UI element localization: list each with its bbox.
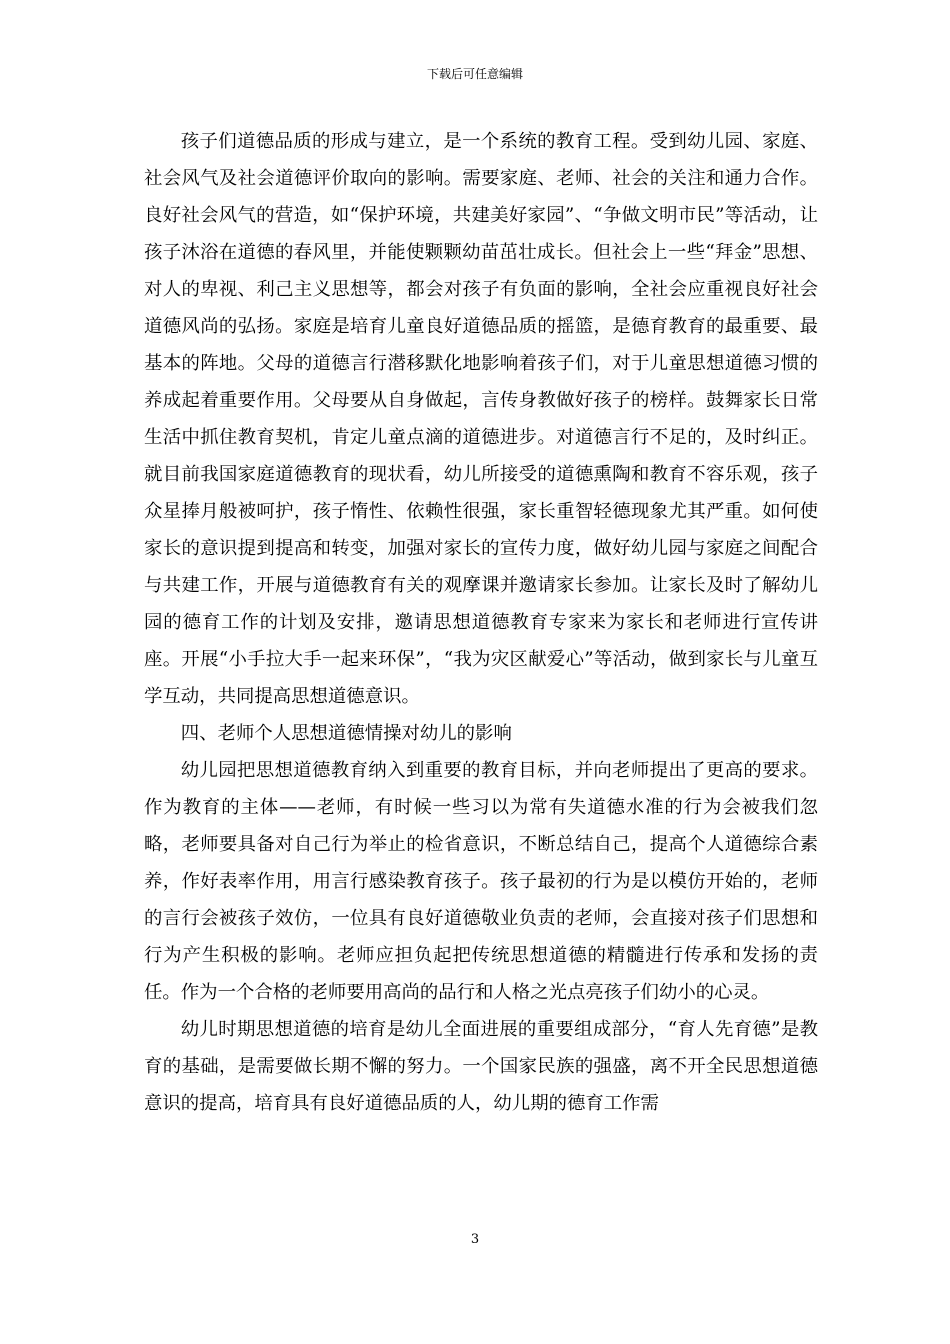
page-header: 下载后可任意编辑 [426, 67, 523, 81]
page-number: 3 [470, 1232, 480, 1247]
document-body [144, 123, 818, 1122]
paragraph-teacher-role: 幼儿园把思想道德教育纳入到重要的教育目标，并向老师提出了更高的要求。作为教育的主体——老师，有时候一些习以为常有失道德水准的行为会被我们忽略，老师要具备对自己行为举止的检省意识，不断总结自己，提高个人道德综合素养，作好表率作用，用言行感染教育孩子。孩子最初的行为是以模仿开始的，老师的言行会被孩子效仿，一位具有良好道德敬业负责的老师，会直接对孩子们思想和行为产生积极的影响。老师应担负起把传统思想道德的精髓进行传承和发扬的责任。作为一个合格的老师要用高尚的品行和人格之光点亮孩子们幼小的心灵。 [144, 760, 818, 1003]
paragraph-family-society-influence: 孩子们道德品质的形成与建立，是一个系统的教育工程。受到幼儿园、家庭、社会风气及社会道德评价取向的影响。需要家庭、老师、社会的关注和通力合作。良好社会风气的营造，如“保护环境，共建美好家园”、“争做文明市民”等活动，让孩子沐浴在道德的春风里，并能使颗颗幼苗茁壮成长。但社会上一些“拜金”思想、对人的卑视、利己主义思想等，都会对孩子有负面的影响，全社会应重视良好社会道德风尚的弘扬。家庭是培育儿童良好道德品质的摇篮，是德育教育的最重要、最基本的阵地。父母的道德言行潜移默化地影响着孩子们，对于儿童思想道德习惯的养成起着重要作用。父母要从自身做起，言传身教做好孩子的榜样。鼓舞家长日常生活中抓住教育契机，肯定儿童点滴的道德进步。对道德言行不足的，及时纠正。就目前我国家庭道德教育的现状看，幼儿所接受的道德熏陶和教育不容乐观，孩子众星捧月般被呵护，孩子惰性、依赖性很强，家长重智轻德现象尤其严重。如何使家长的意识提到提高和转变，加强对家长的宣传力度，做好幼儿园与家庭之间配合与共建工作，开展与道德教育有关的观摩课并邀请家长参加。让家长及时了解幼儿园的德育工作的计划及安排，邀请思想道德教育专家来为家长和老师进行宣传讲座。开展“小手拉大手一起来环保”，“我为灾区献爱心”等活动，做到家长与儿童互学互动，共同提高思想道德意识。 [144, 131, 818, 707]
section-heading-teacher-influence: 四、老师个人思想道德情操对幼儿的影响 [180, 723, 512, 744]
paragraph-conclusion: 幼儿时期思想道德的培育是幼儿全面进展的重要组成部分，“育人先育德”是教育的基础，是需要做长期不懈的努力。一个国家民族的强盛，离不开全民思想道德意识的提高，培育具有良好道德品质的人，幼儿期的德育工作需 [144, 1019, 818, 1114]
